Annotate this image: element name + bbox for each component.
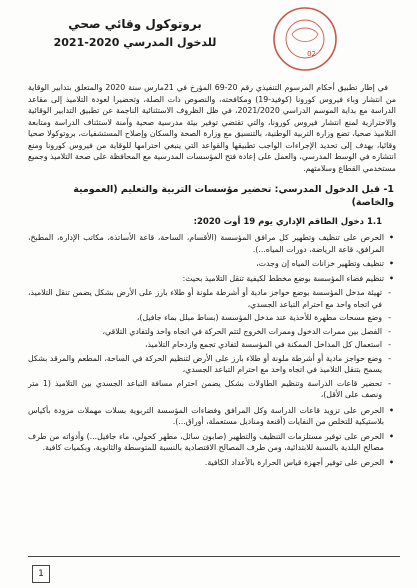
official-stamp xyxy=(270,4,340,74)
list-item: - استعمال كل المداخل الممكنة في المؤسسة لتفادي تجمع وازدحام التلاميذ، xyxy=(28,339,382,351)
bullet-list-continued xyxy=(28,405,396,469)
svg-text:مديرية التربية لولاية xyxy=(270,4,272,6)
page-number: 1 xyxy=(32,565,50,583)
document-body xyxy=(28,82,396,471)
list-item: - الفصل بين ممرات الدخول وممرات الخروج لتتم الحركة في اتجاه واحد ولتفادي التلاقي، xyxy=(28,326,382,338)
footer-divider xyxy=(28,556,400,557)
bullet-list xyxy=(28,232,396,284)
list-item: • الحرص على تزويد قاعات الدراسة وكل المرافق وفضاءات المؤسسة التربوية بسلات مهملات مزودة بأكياس بلاستيكية للتخلص من النفايات (أقنعة ومناديل مستعملة، أوراق...). xyxy=(28,405,384,428)
list-item: - تحضير قاعات الدراسة وتنظيم الطاولات بشكل يضمن احترام مسافة التباعد الجسدي بين التلاميذ (1 متر ونصف على الأقل)، xyxy=(28,378,382,401)
list-item: • تنظيم فضاء المؤسسة بوضع مخطط لكيفية تنقل التلاميذ بحيث: xyxy=(28,273,384,285)
intro-paragraph: في إطار تطبيق أحكام المرسوم التنفيذي رقم 20-69 المؤرخ في 21مارس سنة 2020 والمتعلق بتدابير الوقاية من انتشار وباء فيروس كورونا (كوفيد-19) ومكافحته، والنصوص ذات الصلة، وتحضيرا لعودة التلاميذ إلى مقاعد الدراسة مع بداية الموسم الدراسي 2021/2020، في ظل الظروف الاستثنائية الناجمة عن تطبيق التدابير الوقائية والاحترازية لمنع انتشار فيروس كورونا، والتي تقتضي توفير بيئة مدرسية صحية وآمنة لاستئناف الدراسة ومتابعة التلاميذ صحيا، تضع وزارة التربية الوطنية، بالتنسيق مع وزارة الصحة والسكان وإصلاح المستشفيات، بروتوكولا صحيا وقائيا، يهدف إلى تحديد الإجراءات الواجب تطبيقها والقواعد التي ينبغي احترامها للوقاية من فيروس كورونا ومنع انتشاره في الوسط المدرسي، والعمل على إعادة فتح المؤسسات المدرسية مع المحافظة على صحة التلاميذ وجميع مستخدمي القطاع وسلامتهم. xyxy=(28,83,397,173)
stamp-ring-text xyxy=(270,4,272,6)
document-header xyxy=(30,16,240,50)
subsection-heading: 1.1 دخول الطاقم الإداري يوم 19 أوت 2020: xyxy=(193,217,382,227)
document-subtitle: للدخول المدرسي 2020-2021 xyxy=(53,36,217,49)
list-item: • الحرص على توفير مستلزمات التنظيف والتطهير (صابون سائل، مطهر كحولي، ماء جافيل...) وأدواته من طرف مصالح البلدية بالنسبة للابتدائية، ومن طرف المصالح الاقتصادية بالنسبة للمتوسطة والثانوية، وبكميات كافية. xyxy=(28,431,384,454)
stamp-seal-icon xyxy=(270,4,340,74)
list-item: - وضع حواجز مادية أو أشرطة ملونة أو طلاء بارز على الأرض لتنظيم الحركة في الساحة، المطعم والمرقد بشكل يسمح بتنقل التلاميذ في اتجاه واحد مع احترام التباعد الجسدي، xyxy=(28,353,382,376)
list-item: - وضع مسحات مطهرة للأحذية عند مدخل المؤسسة (بساط مبلل بماء جافيل)، xyxy=(28,312,382,324)
stamp-number: 02 xyxy=(307,50,316,58)
dash-list xyxy=(28,287,396,401)
list-item: • تنظيف وتطهير خزانات المياه إن وجدت، xyxy=(28,258,384,270)
list-item: • الحرص على توفير أجهزة قياس الحرارة بالأعداد الكافية. xyxy=(28,457,384,469)
document-title: بروتوكول وقائي صحي xyxy=(68,17,202,31)
section-heading: 1- قبل الدخول المدرسي: تحضير مؤسسات التربية والتعليم (العمومية والخاصة) xyxy=(73,184,394,208)
list-item: • الحرص على تنظيف وتطهير كل مرافق المؤسسة (الأقسام، الساحة، قاعة الأساتذة، مكاتب الإدارة، المطبخ، المرافق، قاعة الرياضة، دورات المياه...). xyxy=(28,232,384,255)
list-item: - تهيئة مدخل المؤسسة بوضع حواجز مادية أو أشرطة ملونة أو طلاء بارز على الأرض بشكل يضمن تنقل التلاميذ، في اتجاه واحد مع احترام التباعد الجسدي، xyxy=(28,287,382,310)
